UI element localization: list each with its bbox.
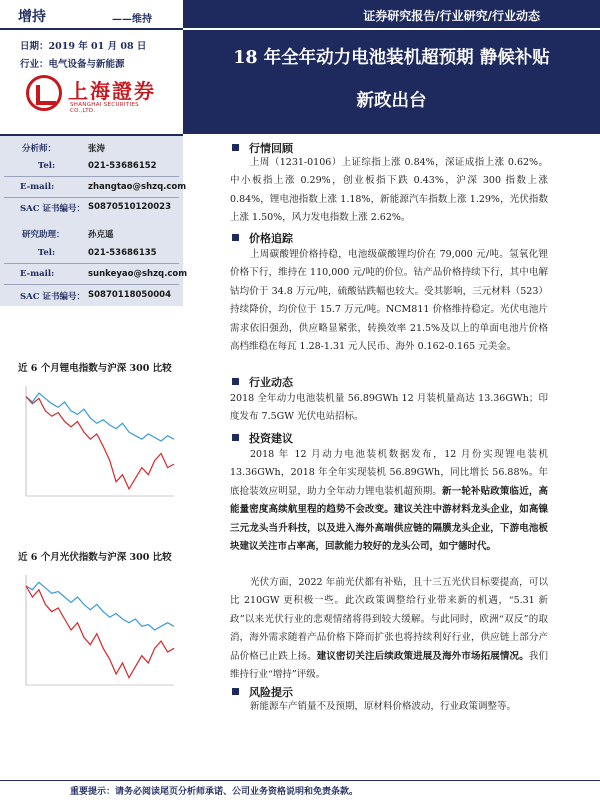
report-category: 证券研究报告/行业研究/行业动态 [183,0,600,28]
assistant-email[interactable]: sunkeyao@shzq.com [88,269,188,279]
analyst-sac: S0870510120023 [88,202,172,212]
section-heading-text: 行业动态 [249,376,293,389]
analyst-info [0,134,188,306]
section-heading-advice [232,430,293,446]
section-heading-text: 风险提示 [249,686,293,699]
bullet-square-icon [232,234,239,241]
bullet-square-icon [232,688,239,695]
analyst-email[interactable]: zhangtao@shzq.com [88,182,187,192]
title-line-2: 新政出台 [356,91,427,111]
analyst-sac-label: SAC 证书编号： [20,204,85,214]
chart-pv [18,567,180,697]
advice-text-bold: 建议密切关注后续政策进展及海外市场拓展情况。 [316,650,529,662]
assistant-sac-label: SAC 证书编号： [20,292,85,302]
report-industry: 行业：电气设备与新能源 [20,59,125,70]
divider [4,263,179,264]
logo-text-en: SHANGHAI SECURITIES CO.,LTD. [70,102,139,114]
divider [4,284,179,285]
bullet-square-icon [232,434,239,441]
header-rule [0,28,183,30]
series-line-1 [26,586,174,678]
footer-notice: 重要提示：请务必阅读尾页分析师承诺、公司业务资格说明和免责条款。 [70,787,359,797]
section-body-advice-1 [230,446,548,556]
section-body-risk: 新能源车产销量不及预期，原材料价格波动，行业政策调整等。 [250,701,517,712]
assistant-role: 研究助理： [22,230,65,240]
divider [4,176,179,177]
chart-caption-pv: 近 6 个月光伏指数与沪深 300 比较 [18,552,172,563]
section-body-price: 上周碳酸锂价格持稳，电池级碳酸锂均价在 79,000 元/吨。氢氧化锂价格下行，维持在 110,000 元/吨的价位。钴产品价格持续下行，其中电解钴均价于 34.8 万元/吨，硫酸钴跌幅也较大。受其影响，三元材料（523）持续降价，均价位于 15.7 万元/吨。NCM811 价格维持稳定。光伏电池片需求依旧强劲，供应略显紧张，转换效率 21.5%及以上的单面电池片价格高档维稳在每瓦 1.28-1.31 元人民币、海外 0.162-0.165 元美金。 [230,249,548,353]
advice-text-bold: 新一轮补贴政策临近，高能量密度高续航里程的趋势不会改变。建议关注中游材料龙头企业，如高镍三元龙头当升科技，以及进入海外高端供应链的隔膜龙头企业，下游电池板块建议关注市占率高，回款能力较好的龙头公司，如宁德时代。 [230,485,548,553]
chart-lithium-svg [18,378,180,508]
bullet-square-icon [232,144,239,151]
advice-text: 2018 年 12 月动力电池装机数据发布，12 月份实现锂电装机 13.36GWh，2018 年全年实现装机 56.89GWh，同比增长 56.88%。年底抢装效应明显，助力全年动力锂电装机超预期。 [230,449,548,497]
section-body-market: 上周（1231-0106）上证综指上涨 0.84%，深证成指上涨 0.62%。中小板指上涨 0.29%，创业板指下跌 0.43%，沪深 300 指数上涨 0.84%，锂电池指数上涨 1.18%，新能源汽车指数上涨 1.29%，光伏指数上涨 1.50%，风力发电指数上涨 2.62%。 [230,157,548,224]
chart-lithium [18,378,180,508]
series-line-0 [26,393,174,441]
section-body-advice-2 [230,574,548,684]
series-line-1 [26,397,174,489]
logo-emblem-icon [26,75,62,111]
title-line-1: 18 年全年动力电池装机超预期 静候补贴 [233,48,550,68]
section-heading-text: 价格追踪 [249,232,293,245]
chart-caption-lithium: 近 6 个月锂电指数与沪深 300 比较 [18,363,172,374]
rating-sub: ——维持 [112,14,152,25]
logo-text-cn: 上海證券 [68,79,156,103]
assistant-tel: 021-53686135 [88,248,157,258]
section-heading-news [232,374,293,390]
section-body-news: 2018 全年动力电池装机量 56.89GWh 12 月装机量高达 13.36GWh；印度发布 7.5GW 光伏电站招标。 [230,393,548,423]
section-heading-text: 行情回顾 [249,142,293,155]
advice-text-tail: 我们维持行业“增持”评级。 [230,650,548,681]
report-date: 日期：2019 年 01 月 08 日 [20,41,147,52]
assistant-email-label: E-mail: [20,269,55,279]
analyst-tel: 021-53686152 [88,161,157,171]
assistant-name: 孙克遥 [88,230,114,240]
analyst-email-label: E-mail: [20,182,55,192]
section-heading-text: 投资建议 [249,432,293,445]
section-heading-price [232,230,293,246]
divider [4,197,179,198]
assistant-sac: S0870118050004 [88,290,172,300]
report-title [183,30,600,134]
advice-text: 光伏方面，2022 年前光伏都有补贴，且十三五光伏目标要提高，可以比 210GW 更积极一些。此次政策调整给行业带来新的机遇，“5.31 新政”以来光伏行业的悲观情绪将得到较大缓解。与此同时，欧洲“双反”的取消，海外需求随着产品价格下降而扩张也将持续利好行业，供应链上部分产品价格已止跌上扬。 [230,577,548,662]
chart-pv-svg [18,567,180,697]
company-logo [26,75,166,115]
bullet-square-icon [232,378,239,385]
rating: 增持 [18,9,46,25]
analyst-role: 分析师： [22,144,57,154]
analyst-tel-label: Tel: [38,161,56,171]
footer-rule [0,780,600,781]
assistant-tel-label: Tel: [38,248,56,258]
series-line-0 [26,582,174,630]
analyst-name: 张涛 [88,144,106,154]
